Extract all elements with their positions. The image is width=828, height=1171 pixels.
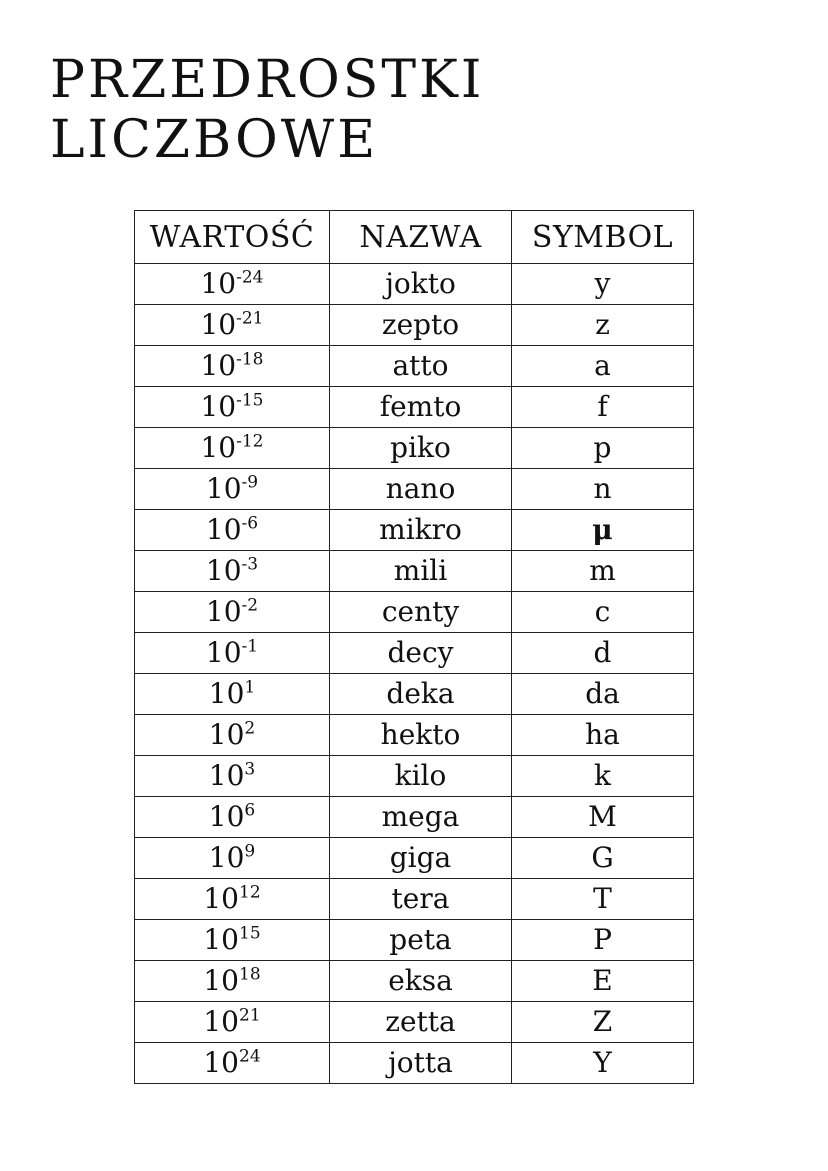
table-header xyxy=(135,211,694,264)
value-exponent: -24 xyxy=(236,267,264,288)
prefix-symbol-cell: k xyxy=(512,756,694,797)
value-exponent: 6 xyxy=(244,800,256,821)
prefix-name-cell: deka xyxy=(330,674,512,715)
table-row xyxy=(135,920,694,961)
prefix-name-cell: piko xyxy=(330,428,512,469)
page-title xyxy=(50,50,484,170)
prefix-symbol-cell: d xyxy=(512,633,694,674)
prefix-name-cell: zepto xyxy=(330,305,512,346)
prefix-name-cell: decy xyxy=(330,633,512,674)
header-value: WARTOŚĆ xyxy=(135,211,330,264)
prefix-name-cell: centy xyxy=(330,592,512,633)
value-cell xyxy=(135,551,330,592)
table-row xyxy=(135,387,694,428)
table-row xyxy=(135,879,694,920)
prefix-symbol-cell: z xyxy=(512,305,694,346)
value-base: 10 xyxy=(203,1046,239,1079)
table-row xyxy=(135,264,694,305)
value-exponent: -12 xyxy=(236,431,264,452)
table-header-row xyxy=(135,211,694,264)
table-row xyxy=(135,633,694,674)
prefix-name-cell: jokto xyxy=(330,264,512,305)
prefix-symbol-cell: f xyxy=(512,387,694,428)
value-exponent: -18 xyxy=(236,349,264,370)
table-row xyxy=(135,346,694,387)
prefix-symbol-cell: E xyxy=(512,961,694,1002)
value-cell xyxy=(135,346,330,387)
prefix-symbol-cell: m xyxy=(512,551,694,592)
value-exponent: 3 xyxy=(244,759,256,780)
value-cell xyxy=(135,633,330,674)
table-row xyxy=(135,838,694,879)
value-base: 10 xyxy=(208,800,245,833)
table-row xyxy=(135,961,694,1002)
value-exponent: -15 xyxy=(236,390,264,411)
value-base: 10 xyxy=(208,677,245,710)
prefix-symbol-cell: M xyxy=(512,797,694,838)
prefix-name-cell: eksa xyxy=(330,961,512,1002)
value-cell xyxy=(135,879,330,920)
value-exponent: 24 xyxy=(239,1046,261,1067)
value-cell xyxy=(135,838,330,879)
value-cell xyxy=(135,264,330,305)
prefix-symbol-cell: n xyxy=(512,469,694,510)
value-exponent: 2 xyxy=(244,718,256,739)
value-exponent: -9 xyxy=(241,472,259,493)
prefix-name-cell: peta xyxy=(330,920,512,961)
header-name: NAZWA xyxy=(330,211,512,264)
prefix-symbol-cell: Y xyxy=(512,1043,694,1084)
page-title-line-1: PRZEDROSTKI xyxy=(50,50,485,110)
prefix-name-cell: nano xyxy=(330,469,512,510)
value-cell xyxy=(135,592,330,633)
table-row xyxy=(135,797,694,838)
value-exponent: 1 xyxy=(244,677,256,698)
table-row xyxy=(135,756,694,797)
value-base: 10 xyxy=(205,472,242,505)
value-exponent: 12 xyxy=(239,882,261,903)
prefix-symbol-cell: Z xyxy=(512,1002,694,1043)
prefix-symbol-cell: a xyxy=(512,346,694,387)
prefix-symbol-cell: da xyxy=(512,674,694,715)
prefix-name-cell: kilo xyxy=(330,756,512,797)
prefix-symbol-cell: T xyxy=(512,879,694,920)
value-cell xyxy=(135,387,330,428)
table-body xyxy=(135,264,694,1084)
value-cell xyxy=(135,510,330,551)
value-cell xyxy=(135,428,330,469)
table-row xyxy=(135,674,694,715)
value-exponent: 9 xyxy=(244,841,256,862)
value-exponent: -6 xyxy=(241,513,259,534)
table-row xyxy=(135,510,694,551)
value-base: 10 xyxy=(208,759,245,792)
value-base: 10 xyxy=(203,964,239,997)
table-row xyxy=(135,592,694,633)
value-cell xyxy=(135,715,330,756)
prefix-name-cell: mega xyxy=(330,797,512,838)
prefix-name-cell: giga xyxy=(330,838,512,879)
table-row xyxy=(135,715,694,756)
prefix-name-cell: zetta xyxy=(330,1002,512,1043)
value-cell xyxy=(135,469,330,510)
value-cell xyxy=(135,756,330,797)
prefix-symbol-cell: ha xyxy=(512,715,694,756)
prefix-symbol-cell: p xyxy=(512,428,694,469)
value-cell xyxy=(135,1002,330,1043)
prefix-symbol-cell: μ xyxy=(512,510,694,551)
value-base: 10 xyxy=(200,390,237,423)
value-base: 10 xyxy=(203,882,239,915)
value-base: 10 xyxy=(200,308,237,341)
value-exponent: -21 xyxy=(236,308,264,329)
value-base: 10 xyxy=(205,636,242,669)
value-cell xyxy=(135,674,330,715)
value-cell xyxy=(135,920,330,961)
value-base: 10 xyxy=(200,349,237,382)
value-cell xyxy=(135,961,330,1002)
value-base: 10 xyxy=(208,841,245,874)
table-row xyxy=(135,469,694,510)
prefix-symbol-cell: G xyxy=(512,838,694,879)
prefix-name-cell: femto xyxy=(330,387,512,428)
header-symbol: SYMBOL xyxy=(512,211,694,264)
table-row xyxy=(135,551,694,592)
value-base: 10 xyxy=(200,267,237,300)
value-base: 10 xyxy=(205,595,242,628)
prefix-symbol-cell: P xyxy=(512,920,694,961)
prefix-name-cell: tera xyxy=(330,879,512,920)
value-base: 10 xyxy=(205,513,242,546)
value-cell xyxy=(135,797,330,838)
prefix-symbol-cell: c xyxy=(512,592,694,633)
value-cell xyxy=(135,305,330,346)
value-exponent: -1 xyxy=(241,636,259,657)
value-cell xyxy=(135,1043,330,1084)
value-base: 10 xyxy=(203,1005,239,1038)
value-base: 10 xyxy=(208,718,245,751)
value-exponent: -3 xyxy=(241,554,259,575)
prefix-name-cell: mili xyxy=(330,551,512,592)
table-row xyxy=(135,305,694,346)
table-row xyxy=(135,1043,694,1084)
value-exponent: 21 xyxy=(239,1005,261,1026)
table-row xyxy=(135,428,694,469)
prefix-name-cell: atto xyxy=(330,346,512,387)
value-base: 10 xyxy=(200,431,237,464)
value-base: 10 xyxy=(205,554,242,587)
prefix-symbol-cell: y xyxy=(512,264,694,305)
prefix-name-cell: mikro xyxy=(330,510,512,551)
prefix-table xyxy=(134,210,694,1084)
value-exponent: 18 xyxy=(239,964,261,985)
prefix-name-cell: hekto xyxy=(330,715,512,756)
table-row xyxy=(135,1002,694,1043)
value-exponent: -2 xyxy=(241,595,259,616)
value-exponent: 15 xyxy=(239,923,261,944)
prefix-name-cell: jotta xyxy=(330,1043,512,1084)
value-base: 10 xyxy=(203,923,239,956)
page-title-line-2: LICZBOWE xyxy=(50,110,379,170)
